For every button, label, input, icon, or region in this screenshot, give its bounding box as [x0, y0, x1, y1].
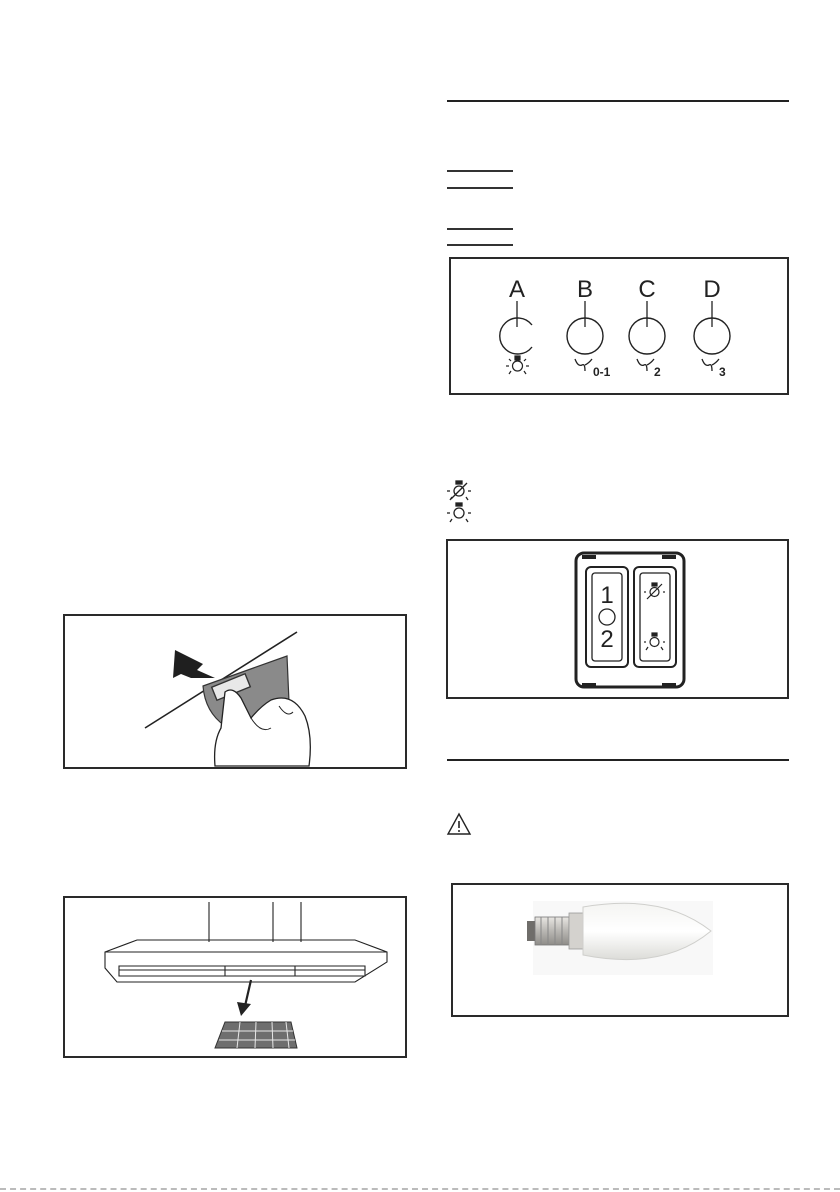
button-letter-a: A [508, 276, 526, 303]
fan-icon [637, 359, 654, 371]
text-underline-2 [447, 187, 513, 189]
hood-filter-figure [63, 896, 407, 1058]
button-a[interactable] [500, 318, 532, 354]
control-panel-figure [449, 257, 789, 395]
candle-bulb-drawing [453, 885, 787, 1015]
button-letter-d: D [703, 276, 721, 303]
section-rule-top [447, 100, 789, 102]
text-underline-1 [447, 170, 513, 172]
control-panel-drawing [451, 259, 787, 393]
fan-icon [575, 359, 592, 371]
text-underline-4 [447, 244, 513, 246]
light-icons-legend [446, 480, 476, 524]
light-off-icon [447, 481, 471, 500]
button-letter-b: B [576, 276, 594, 303]
fan-speed-label-b: 0-1 [593, 365, 611, 379]
down-arrow-icon [237, 1002, 251, 1016]
warning-triangle-icon [446, 812, 472, 836]
bulb-figure [451, 883, 789, 1017]
text-underline-3 [447, 228, 513, 230]
rocker-switch-figure [446, 539, 789, 699]
filter-latch-figure [63, 614, 407, 769]
rocker-switch-drawing [448, 541, 787, 697]
rocker-digit-bottom: 2 [600, 626, 614, 653]
hood-drawing [65, 898, 405, 1056]
fan-speed-label-c: 2 [654, 365, 661, 379]
light-bulb-icon [447, 503, 471, 522]
light-bulb-icon [506, 356, 529, 374]
press-arrow-icon [173, 650, 215, 678]
fan-icon [702, 359, 719, 371]
page-bottom-edge [0, 1188, 840, 1190]
section-rule-middle [447, 759, 789, 761]
button-letter-c: C [638, 276, 656, 303]
filter-latch-drawing [65, 616, 405, 767]
grease-filter [215, 1022, 297, 1048]
rocker-digit-top: 1 [600, 582, 614, 609]
fan-speed-label-d: 3 [719, 365, 726, 379]
